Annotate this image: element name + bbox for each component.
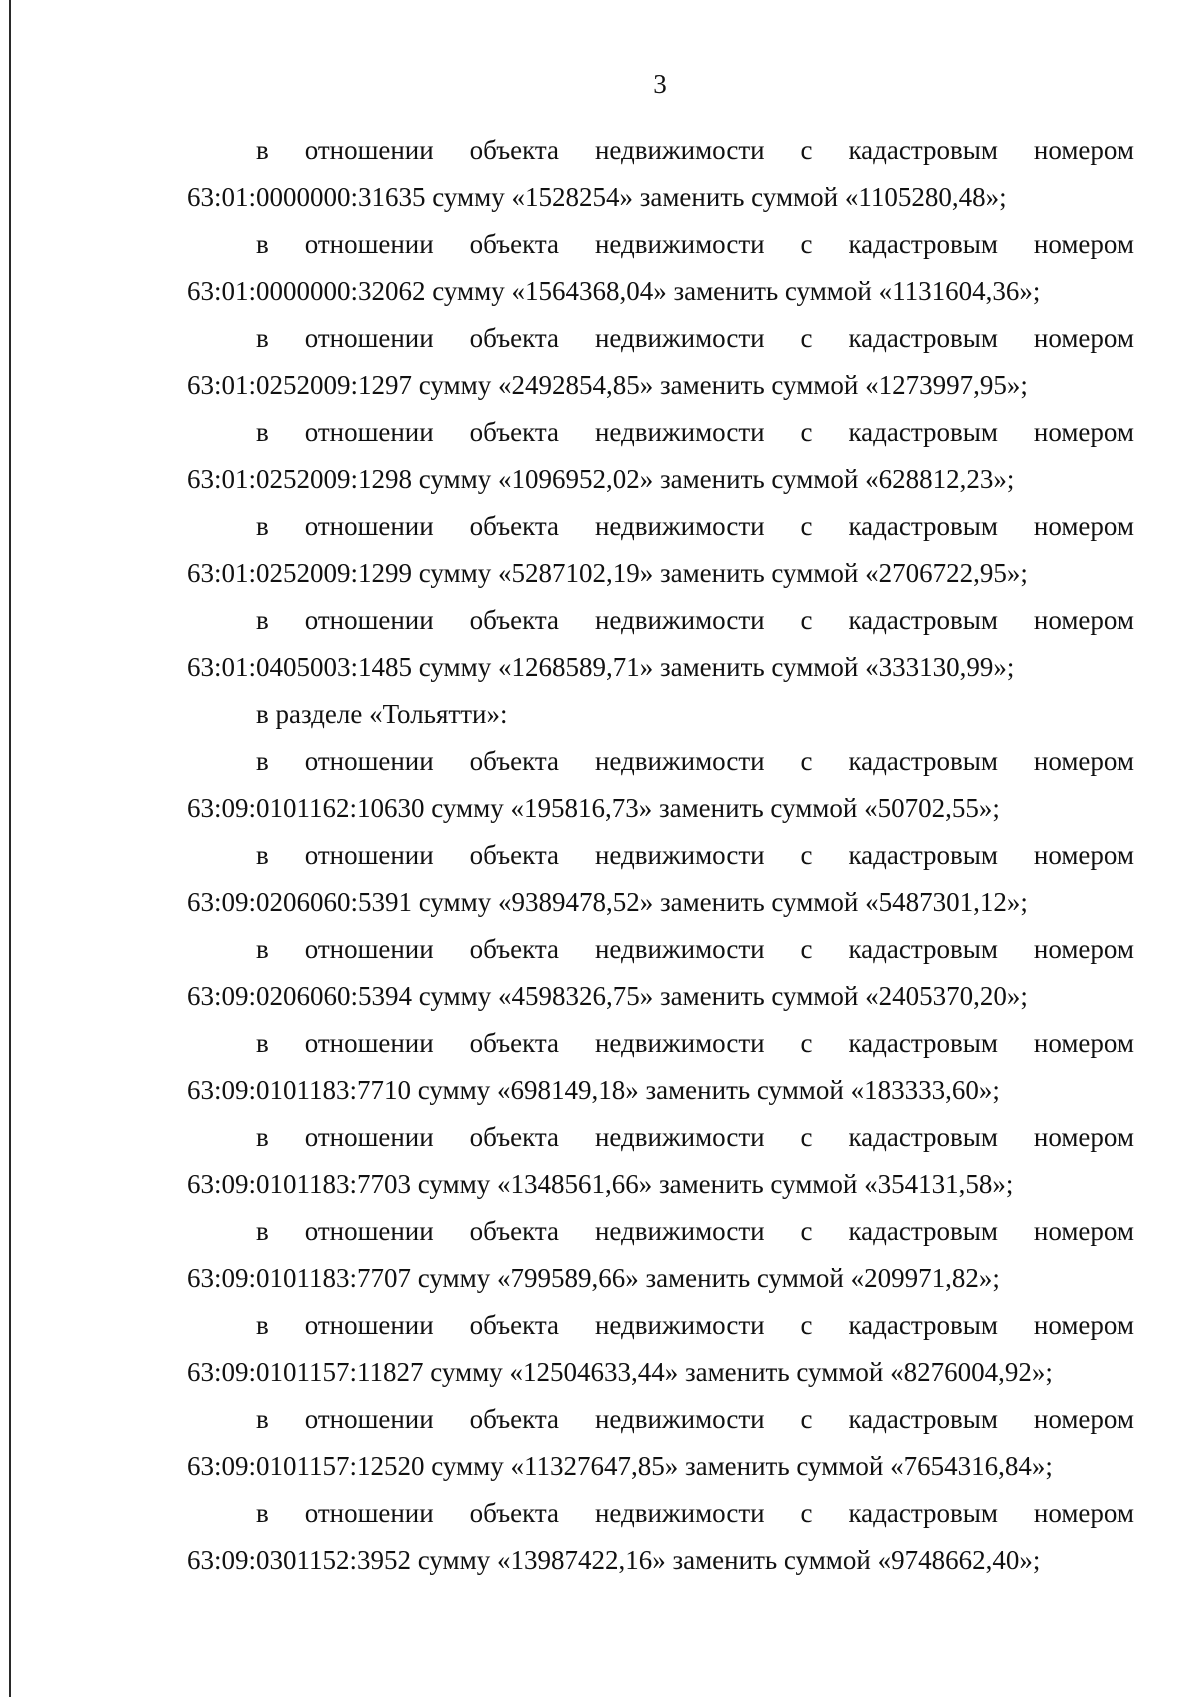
entry-intro-line [187,503,1134,550]
intro-word: объекта [469,135,560,165]
entry-intro-line [187,409,1134,456]
entry-detail-line: 63:01:0000000:32062 сумму «1564368,04» заменить суммой «1131604,36»; [187,276,1041,306]
intro-word: объекта [469,1216,560,1246]
intro-word: номером [1033,1122,1134,1152]
intro-word: недвижимости [594,1404,765,1434]
intro-word: с [800,323,813,353]
intro-word: недвижимости [594,1310,765,1340]
entry-intro-line [187,1208,1134,1255]
intro-word: с [800,934,813,964]
intro-word: с [800,417,813,447]
intro-word: объекта [469,840,560,870]
intro-word: недвижимости [594,605,765,635]
intro-word: в [256,934,269,964]
intro-word: недвижимости [594,1216,765,1246]
entry-intro-line [187,221,1134,268]
intro-word: объекта [469,511,560,541]
paragraph-entry [187,1302,1134,1396]
intro-word: в [256,229,269,259]
intro-word: с [800,511,813,541]
entry-detail-line: 63:09:0301152:3952 сумму «13987422,16» заменить суммой «9748662,40»; [187,1545,1041,1575]
paragraph-entry [187,1396,1134,1490]
intro-word: отношении [304,1310,434,1340]
intro-word: кадастровым [848,511,998,541]
intro-word: в [256,135,269,165]
intro-word: с [800,1028,813,1058]
intro-word: номером [1033,417,1134,447]
entry-intro-line [187,1490,1134,1537]
intro-word: в [256,1310,269,1340]
paragraph-entry [187,597,1134,691]
entry-detail-line: 63:01:0252009:1298 сумму «1096952,02» заменить суммой «628812,23»; [187,464,1015,494]
intro-word: в [256,1122,269,1152]
intro-word: отношении [304,323,434,353]
entry-intro-line [187,597,1134,644]
intro-word: объекта [469,605,560,635]
intro-word: отношении [304,1404,434,1434]
intro-word: в [256,417,269,447]
intro-word: кадастровым [848,1498,998,1528]
intro-word: отношении [304,511,434,541]
intro-word: объекта [469,934,560,964]
intro-word: в [256,840,269,870]
intro-word: недвижимости [594,840,765,870]
entry-detail-line: 63:09:0101183:7710 сумму «698149,18» заменить суммой «183333,60»; [187,1075,1000,1105]
paragraph-entry [187,1020,1134,1114]
paragraph-entry [187,1208,1134,1302]
intro-word: кадастровым [848,840,998,870]
paragraph-entry [187,1490,1134,1584]
intro-word: в [256,1404,269,1434]
paragraph-entry [187,409,1134,503]
intro-word: с [800,135,813,165]
intro-word: отношении [304,840,434,870]
intro-word: кадастровым [848,1404,998,1434]
intro-word: в [256,746,269,776]
intro-word: с [800,1122,813,1152]
intro-word: объекта [469,417,560,447]
intro-word: отношении [304,135,434,165]
intro-word: в [256,605,269,635]
entry-detail-line: 63:09:0101183:7703 сумму «1348561,66» заменить суммой «354131,58»; [187,1169,1014,1199]
intro-word: номером [1033,1310,1134,1340]
intro-word: с [800,1498,813,1528]
entry-detail-line: 63:01:0252009:1299 сумму «5287102,19» заменить суммой «2706722,95»; [187,558,1028,588]
intro-word: отношении [304,417,434,447]
intro-word: с [800,840,813,870]
intro-word: в [256,1498,269,1528]
intro-word: номером [1033,1216,1134,1246]
entry-intro-line [187,832,1134,879]
intro-word: объекта [469,1122,560,1152]
intro-word: номером [1033,1028,1134,1058]
paragraph-entry [187,738,1134,832]
entry-intro-line [187,1396,1134,1443]
intro-word: с [800,1216,813,1246]
entry-intro-line [187,127,1134,174]
entry-intro-line [187,926,1134,973]
intro-word: объекта [469,1498,560,1528]
intro-word: с [800,1310,813,1340]
entry-detail-line: 63:09:0101157:12520 сумму «11327647,85» заменить суммой «7654316,84»; [187,1451,1053,1481]
intro-word: кадастровым [848,135,998,165]
entry-detail-line: 63:09:0101157:11827 сумму «12504633,44» заменить суммой «8276004,92»; [187,1357,1053,1387]
intro-word: с [800,746,813,776]
intro-word: недвижимости [594,934,765,964]
intro-word: кадастровым [848,229,998,259]
intro-word: номером [1033,1498,1134,1528]
paragraph-entry [187,926,1134,1020]
section-heading: в разделе «Тольятти»: [256,699,508,729]
intro-word: отношении [304,1028,434,1058]
intro-word: отношении [304,1122,434,1152]
intro-word: номером [1033,934,1134,964]
intro-word: отношении [304,229,434,259]
intro-word: недвижимости [594,229,765,259]
paragraph-entry [187,127,1134,221]
intro-word: в [256,511,269,541]
intro-word: объекта [469,229,560,259]
entry-intro-line [187,1114,1134,1161]
intro-word: номером [1033,511,1134,541]
intro-word: кадастровым [848,1028,998,1058]
entry-intro-line [187,738,1134,785]
intro-word: кадастровым [848,605,998,635]
intro-word: недвижимости [594,746,765,776]
intro-word: номером [1033,840,1134,870]
paragraph-entry [187,503,1134,597]
entry-detail-line: 63:01:0405003:1485 сумму «1268589,71» заменить суммой «333130,99»; [187,652,1015,682]
scan-edge-line [9,0,11,1697]
intro-word: недвижимости [594,1028,765,1058]
entry-detail-line: 63:09:0101162:10630 сумму «195816,73» заменить суммой «50702,55»; [187,793,1000,823]
intro-word: недвижимости [594,1498,765,1528]
entry-detail-line: 63:01:0252009:1297 сумму «2492854,85» заменить суммой «1273997,95»; [187,370,1028,400]
intro-word: кадастровым [848,746,998,776]
paragraph-entry [187,315,1134,409]
intro-word: кадастровым [848,934,998,964]
intro-word: отношении [304,746,434,776]
intro-word: отношении [304,1498,434,1528]
entry-detail-line: 63:09:0206060:5391 сумму «9389478,52» заменить суммой «5487301,12»; [187,887,1028,917]
intro-word: кадастровым [848,1122,998,1152]
intro-word: в [256,323,269,353]
intro-word: с [800,229,813,259]
intro-word: номером [1033,1404,1134,1434]
intro-word: недвижимости [594,1122,765,1152]
entry-detail-line: 63:09:0206060:5394 сумму «4598326,75» заменить суммой «2405370,20»; [187,981,1028,1011]
intro-word: в [256,1216,269,1246]
intro-word: объекта [469,1028,560,1058]
entry-intro-line [187,1020,1134,1067]
document-body [187,127,1134,1584]
intro-word: кадастровым [848,1216,998,1246]
intro-word: недвижимости [594,511,765,541]
intro-word: объекта [469,1404,560,1434]
intro-word: номером [1033,605,1134,635]
intro-word: в [256,1028,269,1058]
entry-detail-line: 63:09:0101183:7707 сумму «799589,66» заменить суммой «209971,82»; [187,1263,1000,1293]
entry-intro-line [187,1302,1134,1349]
intro-word: с [800,1404,813,1434]
intro-word: с [800,605,813,635]
intro-word: отношении [304,605,434,635]
intro-word: отношении [304,1216,434,1246]
paragraph-entry [187,221,1134,315]
intro-word: номером [1033,746,1134,776]
intro-word: отношении [304,934,434,964]
entry-detail-line: 63:01:0000000:31635 сумму «1528254» заменить суммой «1105280,48»; [187,182,1007,212]
intro-word: кадастровым [848,417,998,447]
page-number: 3 [653,69,667,99]
entry-intro-line [187,315,1134,362]
intro-word: недвижимости [594,417,765,447]
intro-word: номером [1033,135,1134,165]
paragraph-entry [187,832,1134,926]
intro-word: кадастровым [848,1310,998,1340]
intro-word: недвижимости [594,135,765,165]
paragraph-entry [187,1114,1134,1208]
intro-word: кадастровым [848,323,998,353]
intro-word: объекта [469,746,560,776]
intro-word: номером [1033,323,1134,353]
intro-word: номером [1033,229,1134,259]
intro-word: недвижимости [594,323,765,353]
intro-word: объекта [469,323,560,353]
intro-word: объекта [469,1310,560,1340]
